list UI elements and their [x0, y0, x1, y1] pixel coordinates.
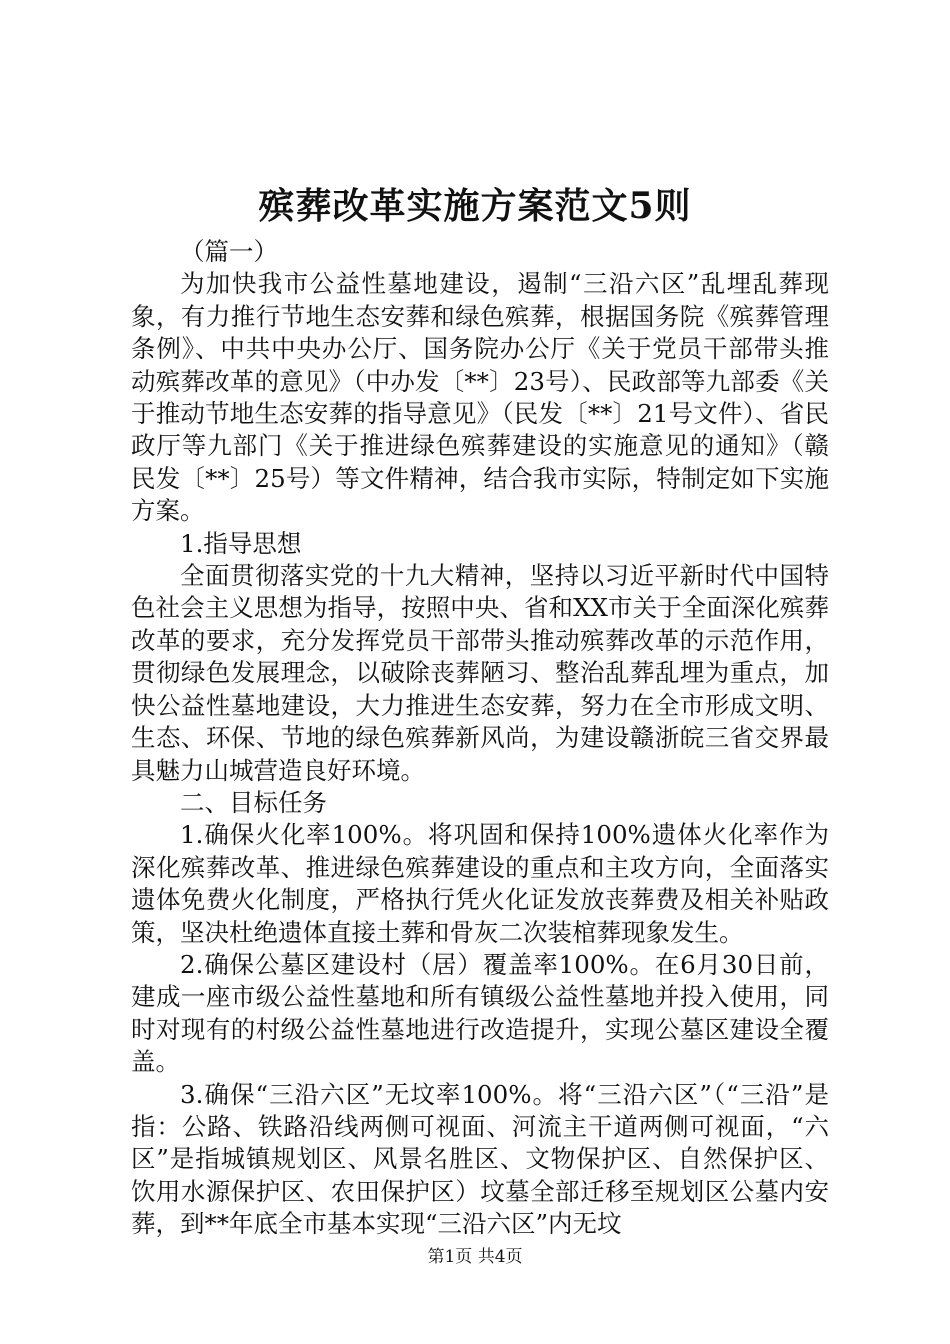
paragraph-target-3: 3.确保“三沿六区”无坟率100%。将“三沿六区”（“三沿”是指：公路、铁路沿线两侧可视面、河流主干道两侧可视面，“六区”是指城镇规划区、风景名胜区、文物保护区、自然保护区、饮用水源保护区、农田保护区）坟墓全部迁移至规划区公墓内安葬，到**年底全市基本实现“三沿六区”内无坟: [131, 1079, 829, 1239]
paragraph-target-2: 2.确保公墓区建设村（居）覆盖率100%。在6月30日前，建成一座市级公益性墓地和所有镇级公益性墓地并投入使用，同时对现有的村级公益性墓地进行改造提升，实现公墓区建设全覆盖。: [131, 949, 829, 1077]
heading-guiding-thought: 1.指导思想: [180, 528, 302, 558]
section-label: （篇一）: [180, 237, 278, 266]
page-footer: 第1页 共4页: [427, 1247, 523, 1267]
heading-targets: 二、目标任务: [180, 787, 327, 817]
paragraph-target-1: 1.确保火化率100%。将巩固和保持100%遗体火化率作为深化殡葬改革、推进绿色殡葬建设的重点和主攻方向，全面落实遗体免费火化制度，严格执行凭火化证发放丧葬费及相关补贴政策，坚决杜绝遗体直接土葬和骨灰二次装棺葬现象发生。: [131, 820, 829, 947]
paragraph-intro: 为加快我市公益性墓地建设，遏制“三沿六区”乱埋乱葬现象，有力推行节地生态安葬和绿色殡葬，根据国务院《殡葬管理条例》、中共中央办公厅、国务院办公厅《关于党员干部带头推动殡葬改革的意见》（中办发〔**〕23号）、民政部等九部委《关于推动节地生态安葬的指导意见》（民发〔**〕21号文件）、省民政厅等九部门《关于推进绿色殡葬建设的实施意见的通知》（赣民发〔**〕25号）等文件精神，结合我市实际，特制定如下实施方案。: [131, 269, 829, 526]
document-title: 殡葬改革实施方案范文5则: [258, 185, 692, 227]
document-body: [131, 236, 829, 1241]
paragraph-guiding-thought: 全面贯彻落实党的十九大精神，坚持以习近平新时代中国特色社会主义思想为指导，按照中央、省和XX市关于全面深化殡葬改革的要求，充分发挥党员干部带头推动殡葬改革的示范作用，贯彻绿色发展理念，以破除丧葬陋习、整治乱葬乱埋为重点，加快公益性墓地建设，大力推进生态安葬，努力在全市形成文明、生态、环保、节地的绿色殡葬新风尚，为建设赣浙皖三省交界最具魅力山城营造良好环境。: [131, 561, 829, 785]
